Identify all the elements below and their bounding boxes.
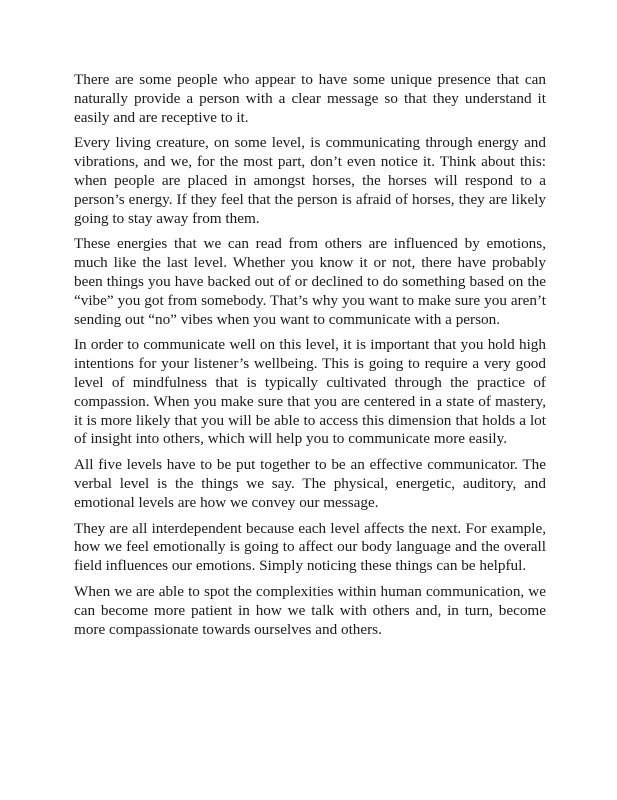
- paragraph-5: All five levels have to be put together to be an effective communicator. The verbal level is the things we say. The physical, energetic, auditory, and emotional levels are how we convey our message.: [74, 456, 546, 511]
- paragraph-6: They are all interdependent because each level affects the next. For example, how we feel emotionally is going to affect our body language and the overall field influences our emotions. Simply noticing these things can be helpful.: [74, 519, 546, 575]
- document-page: [74, 71, 546, 646]
- paragraph-7: When we are able to spot the complexities within human communication, we can become more patient in how we talk with others and, in turn, become more compassionate towards ourselves and others.: [74, 582, 546, 638]
- paragraph-3: These energies that we can read from others are influenced by emotions, much like the last level. Whether you know it or not, there have probably been things you have backed out of or declined to do something based on the “vibe” you got from somebody. That’s why you want to make sure you aren’t sending out “no” vibes when you want to communicate with a person.: [74, 235, 546, 328]
- paragraph-2: Every living creature, on some level, is communicating through energy and vibrations, and we, for the most part, don’t even notice it. Think about this: when people are placed in amongst horses, the horses will respond to a person’s energy. If they feel that the person is afraid of horses, they are likely going to stay away from them.: [74, 134, 546, 227]
- paragraph-1: There are some people who appear to have some unique presence that can naturally provide a person with a clear message so that they understand it easily and are receptive to it.: [74, 71, 546, 126]
- paragraph-4: In order to communicate well on this level, it is important that you hold high intentions for your listener’s wellbeing. This is going to require a very good level of mindfulness that is typically cultivated through the practice of compassion. When you make sure that you are centered in a state of mastery, it is more likely that you will be able to access this dimension that holds a lot of insight into others, which will help you to communicate more easily.: [74, 336, 546, 448]
